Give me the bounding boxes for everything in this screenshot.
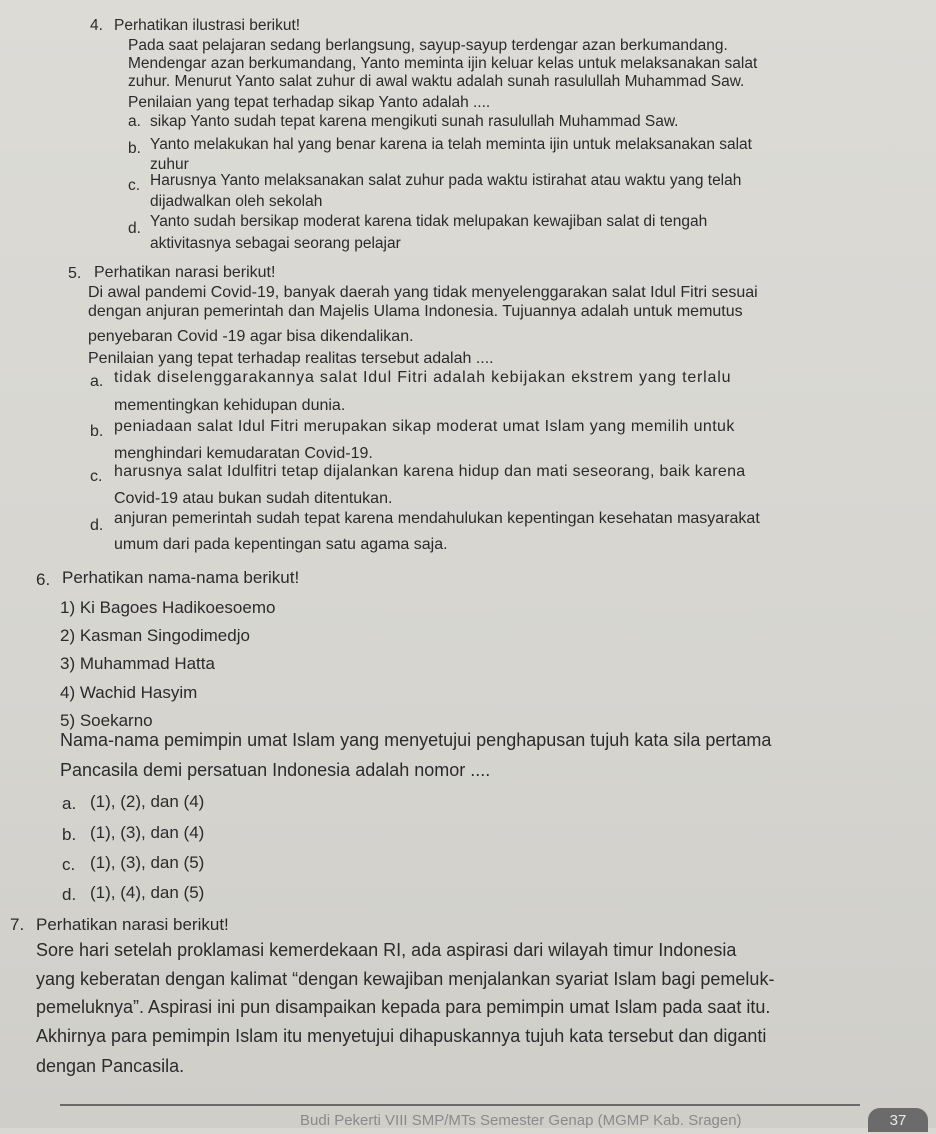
q4-option-b-text: zuhur	[150, 156, 189, 173]
q6-name-item: 2) Kasman Singodimedjo	[60, 626, 250, 645]
q5-option-d-text: anjuran pemerintah sudah tepat karena mendahulukan kepentingan kesehatan masyarakat	[114, 510, 760, 527]
q7-passage-line: pemeluknya”. Aspirasi ini pun disampaikan kepada para pemimpin umat Islam pada saat itu.	[36, 997, 771, 1017]
q6-name-item: 1) Ki Bagoes Hadikoesoemo	[60, 598, 276, 617]
q6-question-line: Nama-nama pemimpin umat Islam yang menyetujui penghapusan tujuh kata sila pertama	[60, 730, 772, 750]
q4-option-d-letter: d.	[128, 220, 141, 237]
q5-option-d-letter: d.	[90, 517, 104, 534]
page-number: 37	[868, 1108, 928, 1132]
q4-option-c-letter: c.	[128, 177, 141, 194]
q6-option-a-text: (1), (2), dan (4)	[90, 792, 205, 811]
q5-option-c-text: harusnya salat Idulfitri tetap dijalankan karena hidup dan mati seseorang, baik karena	[114, 463, 746, 480]
q6-name-item: 5) Soekarno	[60, 711, 153, 730]
q5-option-b-text: peniadaan salat Idul Fitri merupakan sikap moderat umat Islam yang memilih untuk	[114, 418, 735, 435]
q6-option-c-text: (1), (3), dan (5)	[90, 853, 205, 872]
q4-passage-line: Mendengar azan berkumandang, Yanto meminta ijin keluar kelas untuk melaksanakan salat	[128, 55, 758, 72]
q5-passage-line: penyebaran Covid -19 agar bisa dikendalikan.	[88, 328, 414, 345]
footer-text: Budi Pekerti VIII SMP/MTs Semester Genap (MGMP Kab. Sragen)	[300, 1112, 742, 1129]
q5-option-b-letter: b.	[90, 423, 104, 440]
q6-number: 6.	[36, 570, 51, 589]
q6-option-d-letter: d.	[62, 885, 77, 904]
q5-number: 5.	[68, 265, 82, 282]
q4-option-c-text: dijadwalkan oleh sekolah	[150, 193, 323, 210]
q6-option-a-letter: a.	[62, 794, 77, 813]
q4-passage-line: Pada saat pelajaran sedang berlangsung, sayup-sayup terdengar azan berkumandang.	[128, 37, 728, 54]
q4-heading: Perhatikan ilustrasi berikut!	[114, 17, 301, 34]
q6-option-c-letter: c.	[62, 855, 76, 874]
q6-heading: Perhatikan nama-nama berikut!	[62, 568, 300, 587]
q5-heading: Perhatikan narasi berikut!	[94, 264, 276, 281]
q4-option-b-letter: b.	[128, 140, 141, 157]
q7-passage-line: yang keberatan dengan kalimat “dengan kewajiban menjalankan syariat Islam bagi pemeluk-	[36, 969, 775, 989]
q5-option-a-text: mementingkan kehidupan dunia.	[114, 397, 346, 414]
q5-option-c-letter: c.	[90, 468, 103, 485]
q4-option-a-text: sikap Yanto sudah tepat karena mengikuti sunah rasulullah Muhammad Saw.	[150, 113, 679, 130]
q7-passage-line: Akhirnya para pemimpin Islam itu menyetujui dihapuskannya tujuh kata tersebut dan diganti	[36, 1026, 767, 1046]
q4-passage-line: Penilaian yang tepat terhadap sikap Yanto adalah ....	[128, 94, 491, 111]
q7-passage-line: Sore hari setelah proklamasi kemerdekaan RI, ada aspirasi dari wilayah timur Indonesia	[36, 940, 737, 960]
q6-option-b-text: (1), (3), dan (4)	[90, 823, 205, 842]
footer-divider	[60, 1104, 860, 1106]
q7-heading: Perhatikan narasi berikut!	[36, 915, 229, 934]
q6-question-line: Pancasila demi persatuan Indonesia adalah nomor ....	[60, 760, 491, 780]
q5-option-a-text: tidak diselenggarakannya salat Idul Fitri adalah kebijakan ekstrem yang terlalu	[114, 369, 732, 386]
q4-option-d-text: aktivitasnya sebagai seorang pelajar	[150, 235, 401, 252]
q5-passage-line: Di awal pandemi Covid-19, banyak daerah yang tidak menyelenggarakan salat Idul Fitri sesuai	[88, 284, 758, 301]
q4-option-b-text: Yanto melakukan hal yang benar karena ia telah meminta ijin untuk melaksanakan salat	[150, 136, 752, 153]
q6-option-d-text: (1), (4), dan (5)	[90, 883, 205, 902]
q5-option-c-text: Covid-19 atau bukan sudah ditentukan.	[114, 490, 393, 507]
q6-name-item: 3) Muhammad Hatta	[60, 654, 215, 673]
q4-passage-line: zuhur. Menurut Yanto salat zuhur di awal waktu adalah sunah rasulullah Muhammad Saw.	[128, 73, 745, 90]
q5-option-d-text: umum dari pada kepentingan satu agama saja.	[114, 536, 448, 553]
q4-option-a-letter: a.	[128, 113, 141, 130]
q6-name-item: 4) Wachid Hasyim	[60, 683, 198, 702]
q7-number: 7.	[10, 915, 25, 934]
q4-option-c-text: Harusnya Yanto melaksanakan salat zuhur pada waktu istirahat atau waktu yang telah	[150, 172, 742, 189]
q7-passage-line: dengan Pancasila.	[36, 1056, 185, 1076]
q5-option-b-text: menghindari kemudaratan Covid-19.	[114, 445, 373, 462]
q5-passage-line: dengan anjuran pemerintah dan Majelis Ulama Indonesia. Tujuannya adalah untuk memutus	[88, 303, 743, 320]
q4-number: 4.	[90, 17, 103, 34]
q4-option-d-text: Yanto sudah bersikap moderat karena tidak melupakan kewajiban salat di tengah	[150, 213, 708, 230]
q5-option-a-letter: a.	[90, 373, 104, 390]
q6-option-b-letter: b.	[62, 825, 77, 844]
q5-passage-line: Penilaian yang tepat terhadap realitas tersebut adalah ....	[88, 350, 494, 367]
